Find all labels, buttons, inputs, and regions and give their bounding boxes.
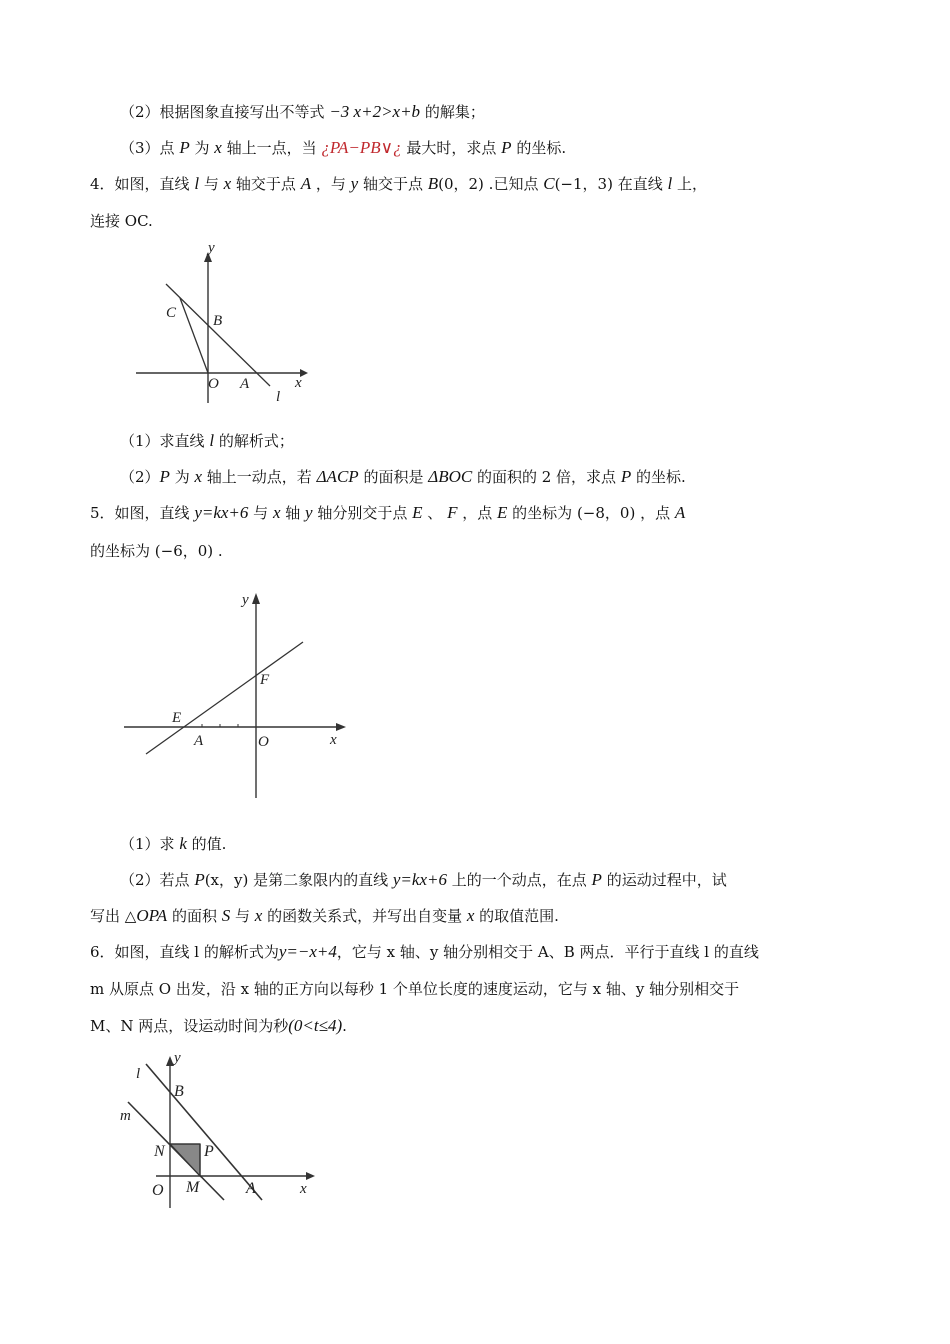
label-l: l — [276, 389, 281, 405]
text: 的解析式； — [214, 432, 294, 450]
math: ¿PA−PB∨¿ — [321, 138, 402, 157]
label-a: A — [246, 1180, 256, 1197]
label-e: E — [172, 710, 182, 726]
math: x — [466, 906, 475, 925]
text: ，它与 x 轴、y 轴分别相交于 A、B 两点．平行于直线 l 的直线 — [336, 943, 759, 961]
math: (0，2) — [438, 175, 484, 193]
text: 与 — [230, 907, 255, 925]
label-x: x — [330, 732, 337, 748]
text: 轴上一动点，若 — [202, 468, 317, 486]
math: x — [272, 503, 281, 522]
label-l: l — [136, 1066, 141, 1082]
math: y=kx+6 — [392, 870, 447, 889]
math: l — [209, 431, 215, 450]
segment-oc — [180, 298, 208, 373]
text: . — [342, 1017, 347, 1035]
label-c: C — [166, 305, 177, 321]
q4-statement-line1 — [90, 173, 707, 195]
text: 的坐标为 — [90, 542, 155, 560]
label-p: P — [204, 1143, 214, 1160]
label-o: O — [208, 376, 219, 392]
text: 轴交于点 — [231, 175, 301, 193]
text: 写出 △ — [90, 907, 137, 925]
text: 4．如图，直线 — [90, 175, 195, 193]
text: 6．如图，直线 l 的解析式为 — [90, 943, 279, 961]
text: 的面积 — [167, 907, 222, 925]
y-arrow-icon — [166, 1056, 174, 1066]
math: P — [620, 467, 632, 486]
label-y: y — [174, 1050, 181, 1066]
text: 轴分别交于点 — [312, 504, 413, 522]
label-o: O — [258, 734, 269, 750]
math: k — [179, 834, 187, 853]
math: P — [194, 870, 205, 889]
q3-part2 — [120, 101, 485, 123]
text: ，点 — [635, 504, 675, 522]
text: 与 — [248, 504, 273, 522]
text: 的面积是 — [358, 468, 429, 486]
text: .已知点 — [483, 175, 544, 193]
text: 的函数关系式，并写出自变量 — [262, 907, 467, 925]
math: x — [223, 174, 232, 193]
text: 最大时，求点 — [401, 139, 502, 157]
math: B — [427, 174, 439, 193]
math: l — [194, 174, 200, 193]
text: 的坐标. — [511, 139, 567, 157]
line-l — [166, 284, 270, 386]
math: A — [300, 174, 312, 193]
label-y: y — [208, 240, 215, 256]
math: P — [179, 138, 190, 157]
math: (−8，0) — [576, 504, 636, 522]
q6-figure — [112, 1050, 322, 1210]
text: ，点 — [457, 504, 498, 522]
label-b: B — [213, 313, 223, 329]
label-b: B — [174, 1083, 184, 1100]
text: （2） — [120, 468, 160, 486]
text: （1）求 — [120, 835, 180, 853]
x-arrow-icon — [336, 723, 346, 731]
text: （2）根据图象直接写出不等式 — [120, 103, 330, 121]
text: . — [213, 542, 223, 560]
math: x — [194, 467, 203, 486]
label-a: A — [240, 376, 250, 392]
math: −3 x+2>x+b — [329, 102, 421, 121]
math: y=kx+6 — [194, 503, 249, 522]
math: E — [497, 503, 508, 522]
math: E — [412, 503, 423, 522]
math: y — [305, 503, 313, 522]
q5-statement-line2 — [90, 540, 223, 562]
text: 在直线 — [612, 175, 668, 193]
q4-statement-line2: 连接 OC. — [90, 212, 153, 230]
math: (0<t≤4) — [288, 1016, 343, 1035]
label-x: x — [300, 1181, 307, 1197]
label-y: y — [242, 592, 249, 608]
text: 的面积的 2 倍，求点 — [472, 468, 621, 486]
math: x — [254, 906, 263, 925]
text: 轴 — [280, 504, 306, 522]
text: （2）若点 — [120, 871, 195, 889]
q6-statement-line3 — [90, 1015, 347, 1037]
text: 、 — [422, 504, 448, 522]
math: S — [221, 906, 231, 925]
text: 与 — [199, 175, 224, 193]
q4-part1 — [120, 430, 294, 452]
label-f: F — [260, 672, 270, 688]
q6-statement-line2: m 从原点 O 出发，沿 x 轴的正方向以每秒 1 个单位长度的速度运动，它与 x 轴、y 轴分别相交于 — [90, 980, 740, 998]
x-arrow-icon — [306, 1172, 315, 1180]
math: ΔBOC — [428, 467, 473, 486]
text: 为 — [169, 468, 195, 486]
line-ef — [146, 642, 303, 754]
q5-part2-line2 — [90, 905, 559, 927]
text: 是第二象限内的直线 — [248, 871, 393, 889]
q5-part2-line1 — [120, 869, 727, 891]
shaded-triangle — [170, 1144, 200, 1176]
math: (−1，3) — [554, 175, 613, 193]
math: y — [350, 174, 359, 193]
math: P — [159, 467, 170, 486]
label-m-point: M — [186, 1179, 200, 1196]
math: ΔACP — [316, 467, 359, 486]
y-arrow-icon — [252, 593, 260, 604]
q6-statement-line1 — [90, 941, 759, 963]
math: (x，y) — [204, 871, 249, 889]
math: A — [674, 503, 686, 522]
math: P — [501, 138, 512, 157]
label-a: A — [194, 733, 204, 749]
math: (−6，0) — [154, 542, 214, 560]
q4-figure — [128, 238, 318, 410]
text: 的坐标. — [631, 468, 686, 486]
q5-statement-line1 — [90, 502, 685, 524]
text: 轴上一点，当 — [221, 139, 322, 157]
math: l — [667, 174, 673, 193]
text: 轴交于点 — [358, 175, 428, 193]
math: C — [543, 174, 555, 193]
math: x — [214, 138, 222, 157]
math: F — [447, 503, 458, 522]
q5-part1 — [120, 833, 226, 855]
math: y=−x+4 — [278, 942, 337, 961]
text: 的解集； — [420, 103, 485, 121]
text: 为 — [189, 139, 215, 157]
label-m: m — [120, 1108, 131, 1124]
text: （1）求直线 — [120, 432, 210, 450]
text: 的坐标为 — [507, 504, 577, 522]
label-x: x — [295, 375, 302, 391]
text: M、N 两点，设运动时间为秒 — [90, 1017, 289, 1035]
text: 的值. — [186, 835, 227, 853]
text: 上的一个动点，在点 — [446, 871, 592, 889]
q3-part3 — [120, 137, 566, 159]
math: P — [591, 870, 602, 889]
text: 上， — [672, 175, 707, 193]
text: 的取值范围. — [474, 907, 559, 925]
text: 5．如图，直线 — [90, 504, 195, 522]
q5-figure — [118, 588, 358, 802]
text: ，与 — [311, 175, 351, 193]
label-o: O — [152, 1182, 164, 1199]
text: 的运动过程中，试 — [601, 871, 727, 889]
label-n: N — [154, 1143, 165, 1160]
text: （3）点 — [120, 139, 180, 157]
q4-part2 — [120, 466, 686, 488]
math: OPA — [136, 906, 168, 925]
